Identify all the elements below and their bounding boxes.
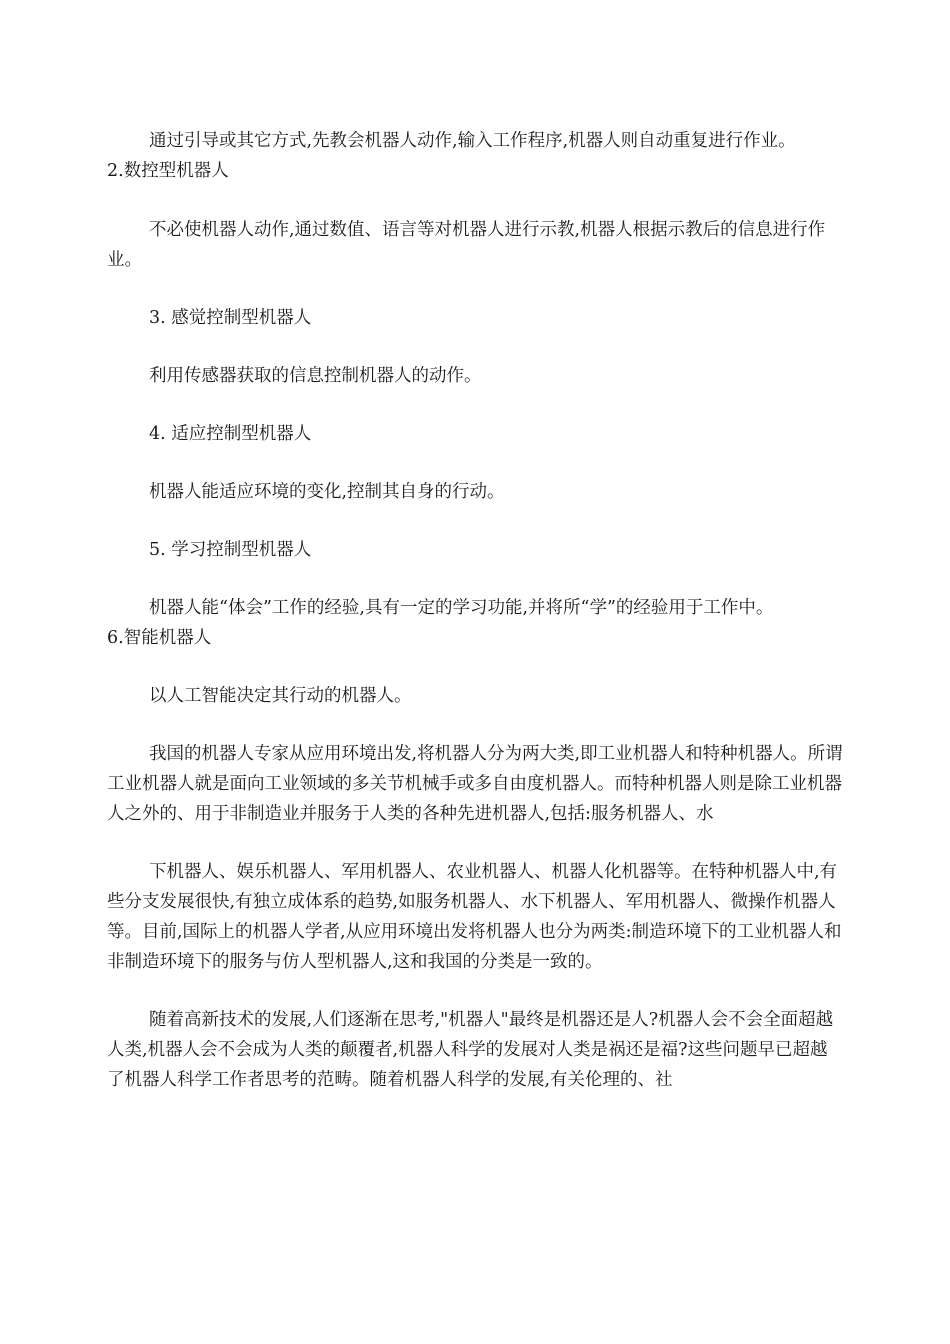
section-heading-learning-control: 5. 学习控制型机器人 [149, 540, 312, 560]
document-body [107, 126, 843, 1095]
paragraph-intelligent-robot: 以人工智能决定其行动的机器人。 [149, 686, 412, 706]
paragraph-china-classification: 我国的机器人专家从应用环境出发,将机器人分为两大类,即工业机器人和特种机器人。所谓工业机器人就是面向工业领域的多关节机械手或多自由度机器人。而特种机器人则是除工业机器人之外的、用于非制造业并服务于人类的各种先进机器人,包括:服务机器人、水 [107, 744, 843, 824]
paragraph-adaptive-control: 机器人能适应环境的变化,控制其自身的行动。 [149, 482, 505, 502]
section-heading-adaptive-control: 4. 适应控制型机器人 [149, 424, 312, 444]
paragraph-special-robots: 下机器人、娱乐机器人、军用机器人、农业机器人、机器人化机器等。在特种机器人中,有些分支发展很快,有独立成体系的趋势,如服务机器人、水下机器人、军用机器人、微操作机器人等。目前,国际上的机器人学者,从应用环境出发将机器人也分为两类:制造环境下的工业机器人和非制造环境下的服务与仿人型机器人,这和我国的分类是一致的。 [107, 862, 842, 972]
section-heading-sensory-control: 3. 感觉控制型机器人 [149, 308, 312, 328]
paragraph-text: 机器人能“体会”工作的经验,具有一定的学习功能,并将所“学”的经验用于工作中。 [149, 598, 774, 618]
section-heading-intelligent-robot: 6.智能机器人 [107, 628, 212, 648]
section-heading-nc-robot: 2.数控型机器人 [107, 161, 229, 181]
paragraph-text: 通过引导或其它方式,先教会机器人动作,输入工作程序,机器人则自动重复进行作业。 [149, 131, 796, 151]
paragraph-nc-robot: 不必使机器人动作,通过数值、语言等对机器人进行示教,机器人根据示教后的信息进行作业。 [107, 220, 826, 270]
paragraph-teaching-playback [107, 126, 843, 186]
paragraph-ethics: 随着高新技术的发展,人们逐渐在思考,"机器人"最终是机器还是人?机器人会不会全面超越人类,机器人会不会成为人类的颠覆者,机器人科学的发展对人类是祸还是福?这些问题早已超越了机器人科学工作者思考的范畴。随着机器人科学的发展,有关伦理的、社 [107, 1010, 834, 1090]
paragraph-learning-control [107, 593, 843, 653]
paragraph-sensory-control: 利用传感器获取的信息控制机器人的动作。 [149, 366, 482, 386]
